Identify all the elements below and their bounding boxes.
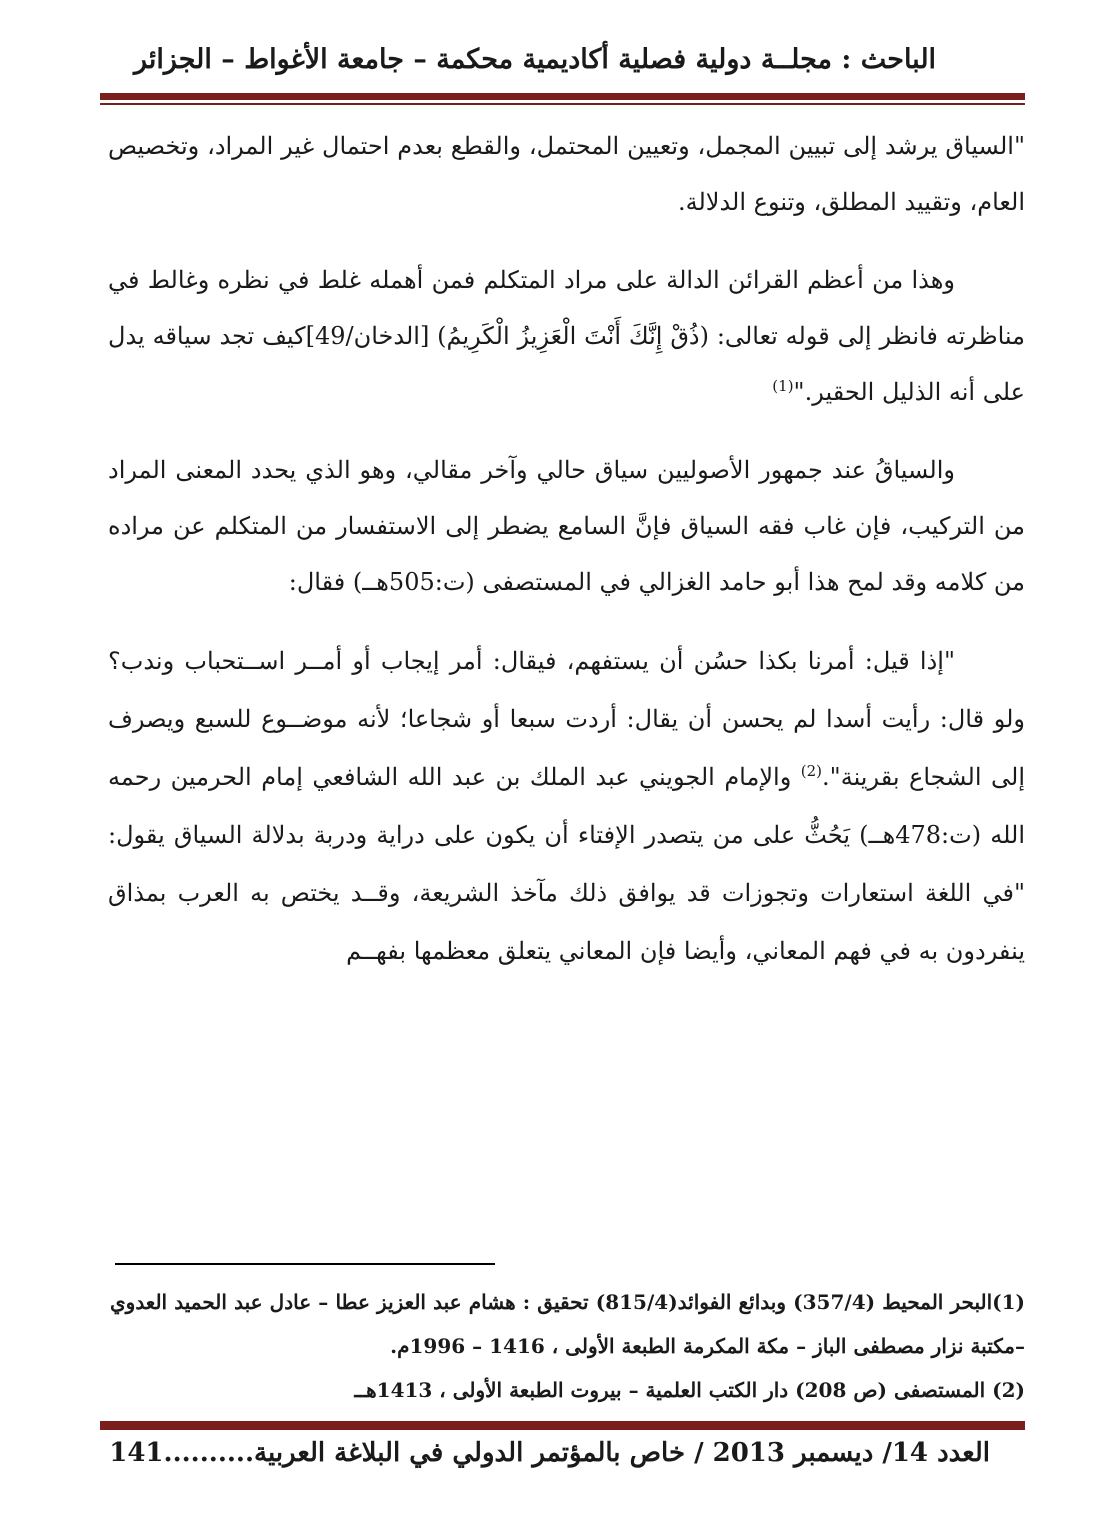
page-number: 141	[109, 1438, 164, 1468]
body-paragraph-1: "السياق يرشد إلى تبيين المجمل، وتعيين المحتمل، والقطع بعدم احتمال غير المراد، وتخصيص العام، وتقييد المطلق، وتنوع الدلالة.	[108, 132, 1025, 216]
footnote-ref-1: (1)	[772, 377, 794, 395]
footer-rule	[100, 1418, 1025, 1430]
article-body	[108, 118, 1025, 980]
body-paragraph-4: "إذا قيل: أمرنا بكذا حسُن أن يستفهم، فيقال: أمر إيجاب أو أمــر اســتحباب وندب؟ ولو قال: رأيت أسدا لم يحسن أن يقال: أردت سبعا أو شجاعا؛ لأنه موضــوع للسبع ويصرف إلى الشجاع بقرينة".$^{(2)}$ والإمام الجويني عبد الملك بن عبد الله الشافعي إمام الحرمين رحمه الله (ت:478هــ) يَحُثُّ على من يتصدر الإفتاء أن يكون على دراية ودربة بدلالة السياق يقول: "في اللغة استعارات وتجوزات قد يوافق ذلك مآخذ الشريعة، وقــد يختص به العرب بمذاق ينفردون به في فهم المعاني، وأيضا فإن المعاني يتعلق معظمها بفهــم	[108, 647, 1026, 965]
footnote-ref-2: (2)	[800, 762, 823, 780]
header-rule	[100, 93, 1025, 105]
body-paragraph-3: والسياقُ عند جمهور الأصوليين سياق حالي وآخر مقالي، وهو الذي يحدد المعنى المراد من التركيب، فإن غاب فقه السياق فإنَّ السامع يضطر إلى الاستفسار من المتكلم عن مراده من كلامه وقد لمح هذا أبو حامد الغزالي في المستصفى (ت:505هــ) فقال:	[108, 456, 1025, 596]
footnote-1: (1)البحر المحيط (357/4) وبدائع الفوائد(815/4) تحقيق : هشام عبد العزيز عطا – عادل عبد الحميد العدوي –مكتبة نزار مصطفى الباز – مكة المكرمة الطبعة الأولى ، 1416 – 1996م.	[110, 1290, 1026, 1358]
footnotes	[110, 1280, 1025, 1412]
body-paragraph-2: وهذا من أعظم القرائن الدالة على مراد المتكلم فمن أهمله غلط في نظره وغالط في مناظرته فانظر إلى قوله تعالى: (ذُقْ إِنَّكَ أَنْتَ الْعَزِيزُ الْكَرِيمُ) [الدخان/49]كيف تجد سياقه يدل على أنه الذليل الحقير."$^{(1)}$	[108, 266, 1025, 406]
footnote-2: (2) المستصفى (ص 208) دار الكتب العلمية – بيروت الطبعة الأولى ، 1413هــ	[354, 1378, 1025, 1402]
footnote-separator	[115, 1263, 495, 1265]
footer-issue-text: العدد 14/ ديسمبر 2013 / خاص بالمؤتمر الدولي في البلاغة العربية..........	[163, 1438, 990, 1468]
page-footer	[109, 1438, 990, 1468]
journal-header-title: الباحث : مجلــة دولية فصلية أكاديمية محكمة – جامعة الأغواط – الجزائر	[133, 44, 937, 75]
